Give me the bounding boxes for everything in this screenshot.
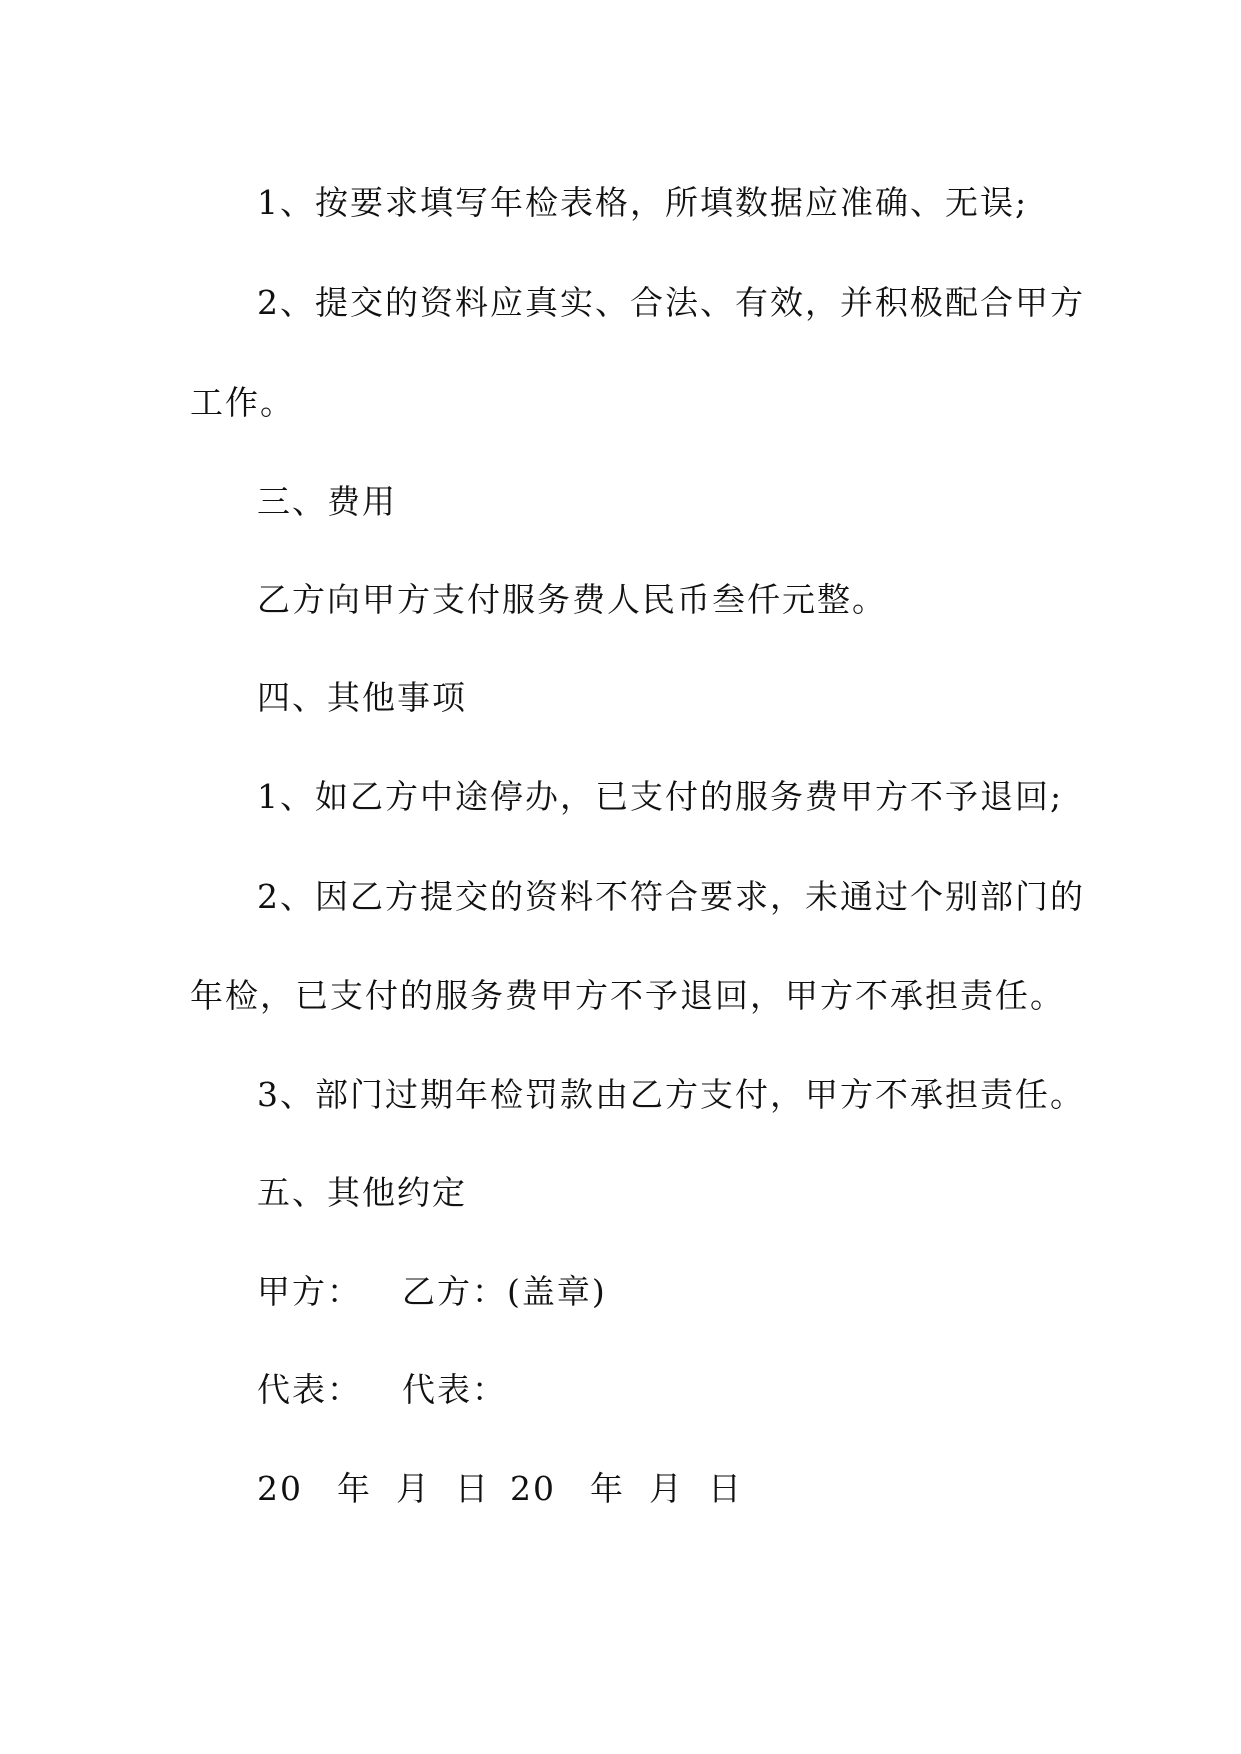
- clause-3-1: 1、按要求填写年检表格，所填数据应准确、无误;: [257, 183, 1029, 222]
- clause-4-3: 3、部门过期年检罚款由乙方支付，甲方不承担责任。: [257, 1075, 1085, 1114]
- fees-clause: 乙方向甲方支付服务费人民币叁仟元整。: [257, 580, 887, 619]
- date-b-month-label: 月: [649, 1469, 684, 1508]
- date-a-year-label: 年: [337, 1469, 372, 1508]
- clause-3-2-continued: 工作。: [190, 383, 295, 422]
- party-b-label: 乙方：(盖章): [402, 1272, 607, 1311]
- clause-4-1: 1、如乙方中途停办，已支付的服务费甲方不予退回;: [257, 777, 1064, 816]
- date-a-month-label: 月: [396, 1469, 431, 1508]
- signature-representative-row: [0, 1370, 1241, 1410]
- date-b-year-label: 年: [590, 1469, 625, 1508]
- party-a-label: 甲方：: [257, 1272, 362, 1311]
- section-heading-other-agreements: 五、其他约定: [257, 1173, 467, 1212]
- signature-date-row: [0, 1469, 1241, 1509]
- signature-party-row: [0, 1272, 1241, 1312]
- clause-4-2-continued: 年检，已支付的服务费甲方不予退回，甲方不承担责任。: [190, 976, 1065, 1015]
- rep-a-label: 代表：: [257, 1370, 362, 1409]
- date-b-day-label: 日: [708, 1469, 743, 1508]
- clause-4-2: 2、因乙方提交的资料不符合要求，未通过个别部门的: [257, 877, 1085, 916]
- date-b-year-prefix: 20: [510, 1469, 556, 1508]
- clause-3-2: 2、提交的资料应真实、合法、有效，并积极配合甲方: [257, 283, 1085, 322]
- rep-b-label: 代表：: [402, 1370, 507, 1409]
- section-heading-other-matters: 四、其他事项: [257, 678, 467, 717]
- date-a-year-prefix: 20: [257, 1469, 303, 1508]
- section-heading-fees: 三、费用: [257, 482, 397, 521]
- date-a-day-label: 日: [455, 1469, 490, 1508]
